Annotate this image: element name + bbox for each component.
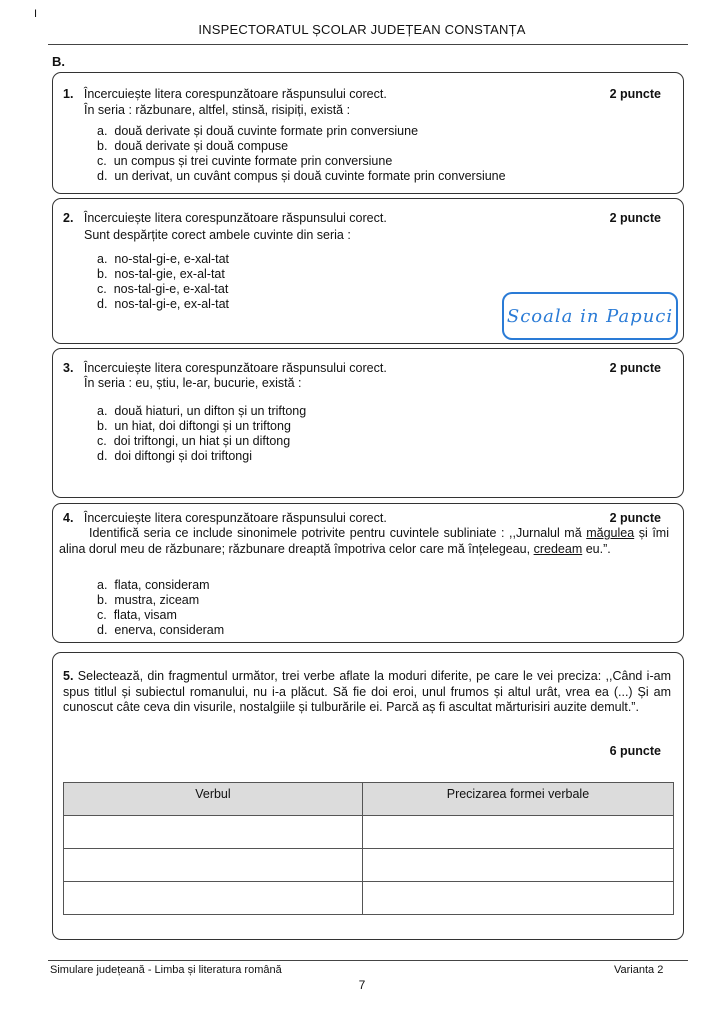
question-points: 2 puncte [609, 211, 661, 225]
prompt-text: Identifică seria ce include sinonimele potrivite pentru cuvintele subliniate : ,,Jurnalul mă [89, 526, 587, 540]
option-letter: a. [97, 124, 108, 138]
option-letter: b. [97, 139, 108, 153]
question-points: 2 puncte [609, 87, 661, 101]
page-mark: I [34, 8, 38, 20]
option-text: doi diftongi și doi triftongi [114, 449, 252, 463]
option-letter: d. [97, 297, 108, 311]
option-text: enerva, consideram [114, 623, 225, 637]
page-number: 7 [358, 978, 366, 992]
question-2-instruction-line [63, 211, 387, 226]
question-text: Selectează, din fragmentul următor, trei verbe aflate la moduri diferite, pe care le vei preciza: ,,Când i-am spus titlul și subiectul romanului, nu i-a plăcut. Să fie doi eroi, unul frumos și altul urât, vrea ea (...) Și am cunoscut câte ceva din visurile, nostalgiile și tulburările ei. Parcă aș fi ascultat mărturisiri auzite demult.”. [63, 669, 671, 714]
underlined-word: măgulea [586, 526, 635, 540]
option-a [97, 578, 210, 593]
underlined-word: credeam [533, 541, 583, 556]
prompt-text: și îmi alina dorul meu de răzbunare; răzbunare dreaptă împotriva celor care mă înțelegeau, [59, 526, 669, 556]
option-text: două derivate și două compuse [114, 139, 289, 153]
question-number: 5. [63, 669, 74, 683]
option-text: nos-tal-gi-e, e-xal-tat [113, 282, 229, 296]
option-a [97, 124, 418, 139]
option-c [97, 608, 177, 623]
option-letter: a. [97, 578, 108, 592]
question-prompt: În seria : răzbunare, altfel, stinsă, risipiți, există : [84, 103, 351, 117]
question-instruction: Încercuiește litera corespunzătoare răspunsului corect. [83, 87, 387, 101]
column-header: Verbul [64, 783, 363, 816]
question-instruction: Încercuiește litera corespunzătoare răspunsului corect. [83, 511, 387, 525]
option-d [97, 297, 229, 312]
option-letter: b. [97, 267, 108, 281]
table-cell[interactable] [362, 882, 673, 915]
option-a [97, 404, 306, 419]
question-prompt [59, 526, 669, 557]
question-points: 2 puncte [609, 361, 661, 375]
prompt-text: eu.”. [585, 541, 611, 556]
option-letter: c. [97, 154, 107, 168]
question-3-box [52, 348, 684, 498]
option-c [97, 282, 228, 297]
option-b [97, 593, 199, 608]
question-1-instruction-line [63, 87, 387, 102]
question-4-instruction-line [63, 511, 387, 526]
table-row [64, 816, 674, 849]
header-title: INSPECTORATUL ȘCOLAR JUDEȚEAN CONSTANȚA [198, 22, 526, 37]
option-letter: d. [97, 449, 108, 463]
option-text: nos-tal-gie, ex-al-tat [114, 267, 225, 281]
header-divider [48, 44, 688, 45]
footer-variant: Varianta 2 [614, 964, 664, 976]
option-d [97, 449, 252, 464]
column-header: Precizarea formei verbale [362, 783, 673, 816]
question-number: 1. [63, 87, 74, 101]
option-letter: d. [97, 623, 108, 637]
footer-exam-title: Simulare județeană - Limba și literatura română [50, 964, 282, 976]
option-text: un derivat, un cuvânt compus și două cuvinte formate prin conversiune [114, 169, 506, 183]
question-instruction: Încercuiește litera corespunzătoare răspunsului corect. [83, 211, 387, 225]
table-header-row [64, 783, 674, 816]
table-cell[interactable] [64, 882, 363, 915]
question-1-box [52, 72, 684, 194]
question-prompt: În seria : eu, știu, le-ar, bucurie, există : [84, 376, 302, 390]
question-points: 6 puncte [609, 744, 661, 758]
verb-form-table [63, 782, 674, 915]
option-text: flata, consideram [114, 578, 210, 592]
option-text: no-stal-gi-e, e-xal-tat [114, 252, 230, 266]
footer-divider [48, 960, 688, 961]
question-points: 2 puncte [609, 511, 661, 525]
watermark-text: Scoala in Papuci [506, 305, 674, 327]
option-b [97, 267, 225, 282]
option-text: mustra, ziceam [114, 593, 200, 607]
section-label: B. [52, 54, 65, 69]
question-instruction: Încercuiește litera corespunzătoare răspunsului corect. [83, 361, 387, 375]
option-text: nos-tal-gi-e, ex-al-tat [114, 297, 230, 311]
question-number: 3. [63, 361, 74, 375]
option-d [97, 623, 224, 638]
option-b [97, 139, 288, 154]
option-letter: d. [97, 169, 108, 183]
option-letter: c. [97, 434, 107, 448]
watermark-stamp [502, 292, 678, 340]
option-letter: c. [97, 282, 107, 296]
question-number: 4. [63, 511, 74, 525]
question-prompt [63, 669, 671, 716]
option-text: un compus și trei cuvinte formate prin conversiune [113, 154, 393, 168]
option-text: flata, visam [113, 608, 177, 622]
option-text: două derivate și două cuvinte formate prin conversiune [114, 124, 419, 138]
question-4-box [52, 503, 684, 643]
option-letter: b. [97, 419, 108, 433]
option-c [97, 434, 290, 449]
table-cell[interactable] [64, 849, 363, 882]
question-prompt: Sunt despărțite corect ambele cuvinte din seria : [84, 228, 351, 242]
option-letter: a. [97, 252, 108, 266]
question-number: 2. [63, 211, 74, 225]
option-d [97, 169, 506, 184]
table-cell[interactable] [362, 849, 673, 882]
option-c [97, 154, 392, 169]
option-letter: c. [97, 608, 107, 622]
table-cell[interactable] [64, 816, 363, 849]
option-a [97, 252, 229, 267]
table-cell[interactable] [362, 816, 673, 849]
option-text: doi triftongi, un hiat și un diftong [113, 434, 291, 448]
option-b [97, 419, 291, 434]
table-row [64, 882, 674, 915]
option-text: două hiaturi, un difton și un triftong [114, 404, 307, 418]
option-text: un hiat, doi diftongi și un triftong [114, 419, 291, 433]
option-letter: b. [97, 593, 108, 607]
table-row [64, 849, 674, 882]
question-3-instruction-line [63, 361, 387, 376]
option-letter: a. [97, 404, 108, 418]
